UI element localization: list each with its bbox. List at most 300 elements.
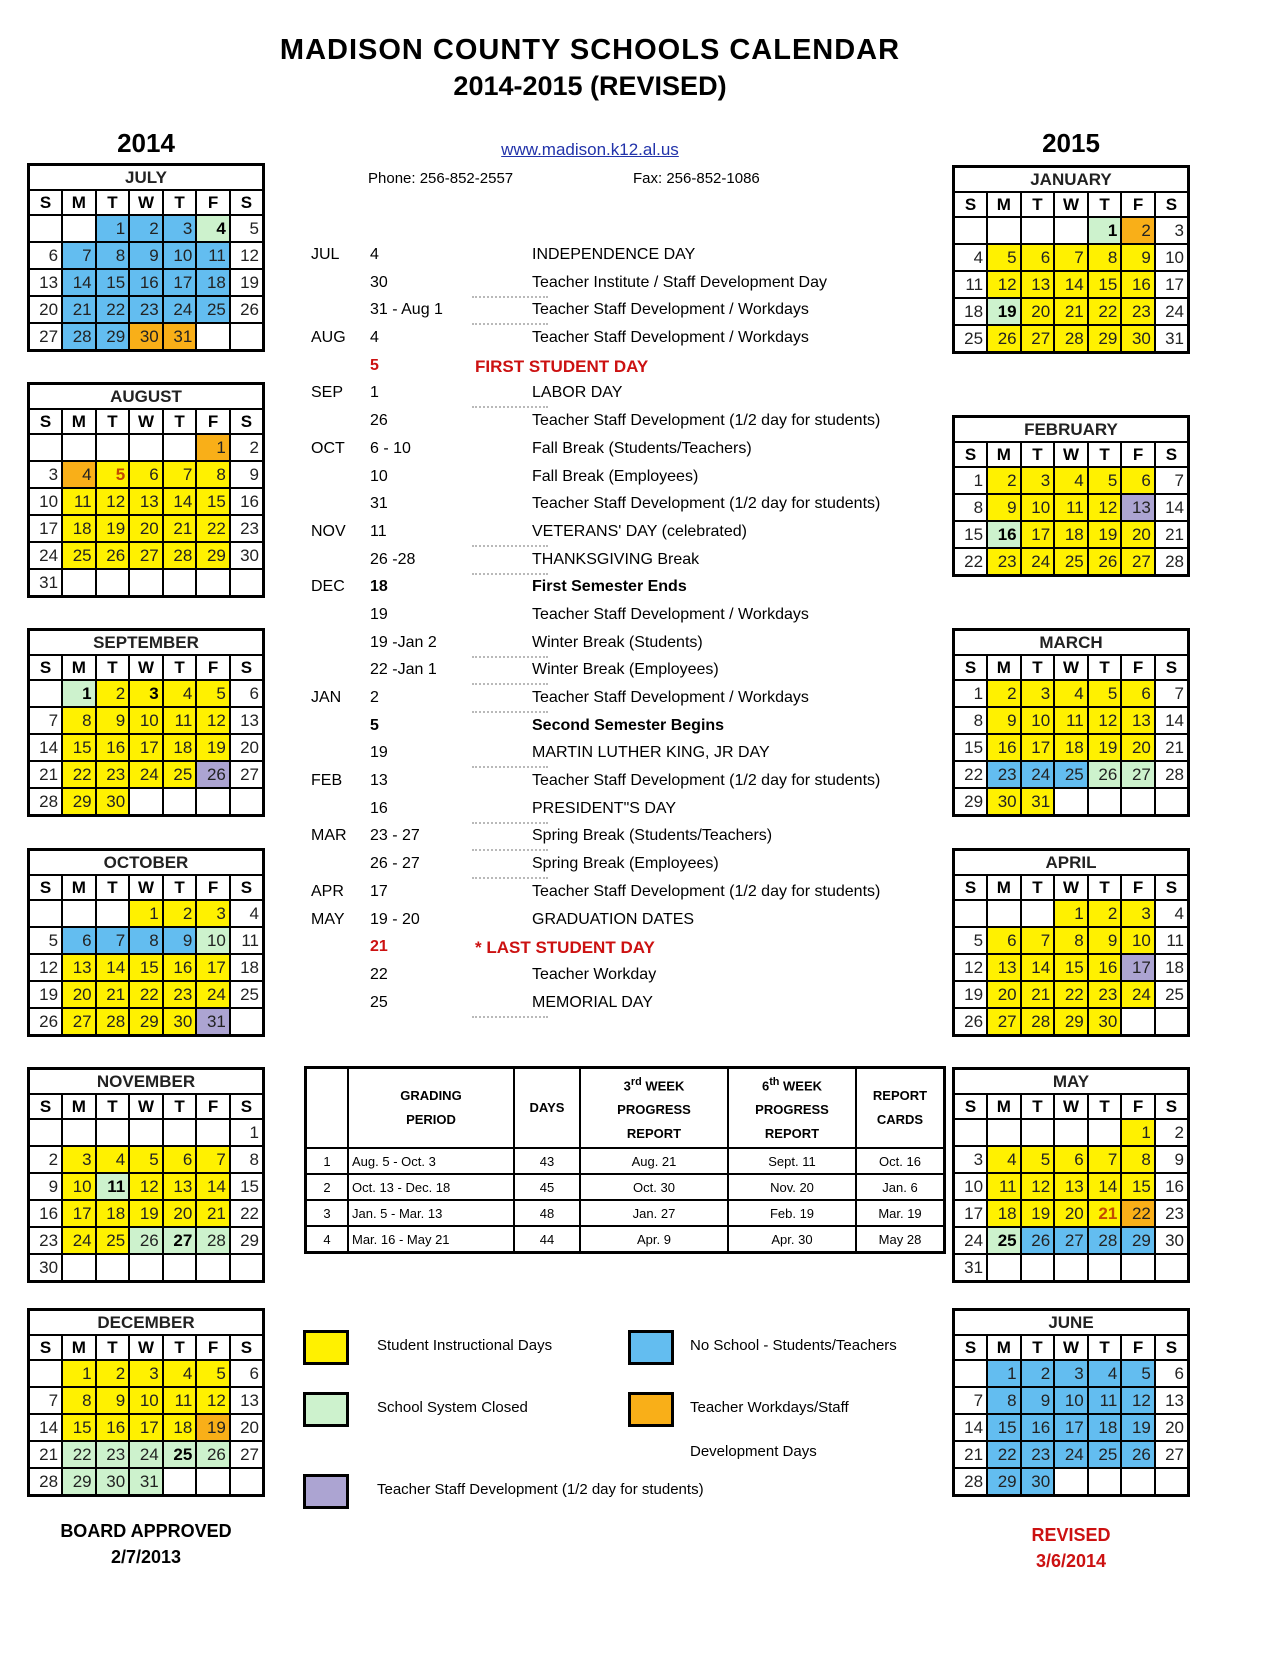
day-cell: 30	[1155, 1227, 1189, 1254]
day-of-week-header: F	[1121, 875, 1155, 900]
calendar-december	[27, 1308, 265, 1497]
dotted-separator	[472, 822, 548, 824]
day-of-week-header: W	[1054, 1094, 1088, 1119]
day-cell	[62, 215, 96, 242]
day-cell: 18	[163, 1414, 197, 1441]
grading-cell: 3	[306, 1200, 349, 1226]
event-month: DEC	[311, 578, 345, 596]
day-cell	[163, 1254, 197, 1282]
day-cell: 16	[1155, 1173, 1189, 1200]
day-of-week-header: W	[129, 190, 163, 215]
day-cell: 7	[163, 461, 197, 488]
day-cell: 9	[230, 461, 264, 488]
day-cell	[954, 1360, 988, 1387]
day-cell: 29	[196, 542, 230, 569]
day-cell: 22	[987, 1441, 1021, 1468]
day-cell	[1021, 1119, 1055, 1146]
events-list	[300, 243, 910, 1018]
day-cell	[1121, 788, 1155, 816]
day-cell: 21	[29, 761, 63, 788]
day-cell: 23	[96, 761, 130, 788]
day-cell: 20	[1121, 734, 1155, 761]
grading-cell: 4	[306, 1226, 349, 1253]
legend-label: Student Instructional Days	[377, 1337, 553, 1354]
day-cell: 12	[96, 488, 130, 515]
day-cell	[1088, 788, 1122, 816]
day-cell: 3	[1054, 1360, 1088, 1387]
day-cell: 26	[129, 1227, 163, 1254]
day-cell: 23	[129, 296, 163, 323]
day-cell: 15	[62, 1414, 96, 1441]
day-cell: 27	[230, 1441, 264, 1468]
dotted-separator	[472, 296, 548, 298]
day-cell: 19	[1088, 521, 1122, 548]
month-title: MARCH	[954, 630, 1189, 656]
day-cell: 16	[1121, 271, 1155, 298]
day-cell: 13	[1155, 1387, 1189, 1414]
grading-cell: Oct. 16	[856, 1148, 945, 1174]
day-cell: 8	[954, 707, 988, 734]
day-cell: 29	[1088, 325, 1122, 353]
day-of-week-header: W	[129, 875, 163, 900]
day-of-week-header: F	[196, 655, 230, 680]
day-cell: 1	[954, 680, 988, 707]
day-cell: 26	[1121, 1441, 1155, 1468]
day-cell: 13	[1021, 271, 1055, 298]
day-cell: 11	[196, 242, 230, 269]
day-cell: 14	[1088, 1173, 1122, 1200]
day-cell: 26	[1088, 548, 1122, 576]
day-of-week-header: F	[196, 1094, 230, 1119]
day-cell	[96, 900, 130, 927]
day-cell: 15	[96, 269, 130, 296]
event-dates: 19 - 20	[370, 910, 420, 928]
day-cell: 7	[1021, 927, 1055, 954]
day-cell: 30	[230, 542, 264, 569]
grading-cell: Jan. 6	[856, 1174, 945, 1200]
day-cell	[1155, 1468, 1189, 1496]
dotted-separator	[472, 849, 548, 851]
revised-note	[952, 1522, 1190, 1574]
day-cell: 24	[196, 981, 230, 1008]
day-cell: 2	[96, 680, 130, 707]
day-cell: 23	[1121, 298, 1155, 325]
day-cell: 8	[129, 927, 163, 954]
day-of-week-header: W	[1054, 1335, 1088, 1360]
day-cell: 6	[230, 680, 264, 707]
day-cell: 23	[987, 761, 1021, 788]
day-cell: 18	[1054, 521, 1088, 548]
event-row	[300, 381, 910, 409]
event-row	[300, 243, 910, 271]
day-of-week-header: T	[96, 409, 130, 434]
day-cell: 9	[987, 707, 1021, 734]
legend-label: Teacher Staff Development (1/2 day for students)	[377, 1481, 704, 1498]
legend-swatch-purple	[303, 1474, 349, 1509]
event-row	[300, 298, 910, 326]
day-cell: 27	[1021, 325, 1055, 353]
day-cell: 28	[1155, 761, 1189, 788]
event-month: FEB	[311, 772, 343, 790]
day-cell: 30	[1121, 325, 1155, 353]
event-month: AUG	[311, 329, 346, 347]
day-cell	[1054, 1119, 1088, 1146]
day-cell: 7	[196, 1146, 230, 1173]
day-cell	[1155, 788, 1189, 816]
day-cell: 13	[62, 954, 96, 981]
day-cell: 5	[196, 680, 230, 707]
event-description: Teacher Staff Development / Workdays	[532, 329, 809, 347]
grading-row	[306, 1174, 945, 1200]
day-cell: 20	[1155, 1414, 1189, 1441]
dotted-separator	[472, 656, 548, 658]
day-of-week-header: S	[1155, 875, 1189, 900]
dotted-separator	[472, 323, 548, 325]
day-of-week-header: S	[29, 655, 63, 680]
month-title: FEBRUARY	[954, 417, 1189, 443]
day-cell: 3	[1021, 467, 1055, 494]
month-title: JUNE	[954, 1310, 1189, 1336]
grading-cell: Apr. 9	[580, 1226, 728, 1253]
day-cell	[129, 569, 163, 597]
day-cell	[987, 900, 1021, 927]
day-cell: 7	[1088, 1146, 1122, 1173]
day-cell	[987, 1254, 1021, 1282]
day-cell: 2	[1021, 1360, 1055, 1387]
day-cell: 15	[987, 1414, 1021, 1441]
day-of-week-header: S	[230, 655, 264, 680]
day-cell: 2	[129, 215, 163, 242]
day-cell: 8	[230, 1146, 264, 1173]
event-month: SEP	[311, 384, 344, 402]
day-cell: 10	[129, 1387, 163, 1414]
day-cell: 28	[954, 1468, 988, 1496]
event-dates: 23 - 27	[370, 827, 420, 845]
event-row	[300, 991, 910, 1019]
day-cell: 7	[29, 707, 63, 734]
day-cell: 4	[1088, 1360, 1122, 1387]
day-cell: 27	[1155, 1441, 1189, 1468]
day-cell: 1	[1054, 900, 1088, 927]
grading-row	[306, 1148, 945, 1174]
day-cell: 13	[987, 954, 1021, 981]
day-cell	[62, 434, 96, 461]
calendar-table-december	[27, 1308, 265, 1497]
event-row	[300, 354, 910, 382]
day-cell: 25	[1054, 761, 1088, 788]
event-description: * LAST STUDENT DAY	[475, 938, 655, 958]
day-cell: 3	[62, 1146, 96, 1173]
day-cell: 16	[1088, 954, 1122, 981]
legend-label: School System Closed	[377, 1399, 528, 1416]
day-of-week-header: S	[29, 409, 63, 434]
day-cell	[129, 1119, 163, 1146]
day-cell: 13	[1121, 494, 1155, 521]
day-cell: 7	[1155, 467, 1189, 494]
day-cell	[163, 788, 197, 816]
day-of-week-header: T	[96, 875, 130, 900]
day-cell: 19	[230, 269, 264, 296]
legend-swatch-orange	[628, 1392, 674, 1427]
day-of-week-header: T	[96, 190, 130, 215]
calendar-table-february	[952, 415, 1190, 577]
calendar-march	[952, 628, 1190, 817]
day-cell: 23	[1021, 1441, 1055, 1468]
day-cell: 30	[29, 1254, 63, 1282]
grading-header: GRADING PERIOD	[348, 1068, 514, 1149]
day-cell: 6	[1121, 467, 1155, 494]
event-description: Second Semester Begins	[532, 716, 725, 734]
calendar-table-august	[27, 382, 265, 598]
day-cell: 4	[196, 215, 230, 242]
day-cell	[1054, 217, 1088, 244]
day-cell: 23	[987, 548, 1021, 576]
day-cell: 6	[1021, 244, 1055, 271]
month-title: SEPTEMBER	[29, 630, 264, 656]
day-cell	[163, 1468, 197, 1496]
day-cell: 17	[196, 954, 230, 981]
day-of-week-header: T	[1021, 1335, 1055, 1360]
day-of-week-header: W	[1054, 442, 1088, 467]
day-cell: 7	[29, 1387, 63, 1414]
event-row	[300, 520, 910, 548]
grading-cell: Sept. 11	[728, 1148, 856, 1174]
day-cell: 30	[1021, 1468, 1055, 1496]
day-cell: 8	[62, 1387, 96, 1414]
day-cell	[954, 217, 988, 244]
day-of-week-header: S	[29, 1335, 63, 1360]
day-cell: 24	[163, 296, 197, 323]
day-cell	[1121, 1008, 1155, 1036]
grading-cell: Nov. 20	[728, 1174, 856, 1200]
day-of-week-header: M	[62, 409, 96, 434]
day-of-week-header: T	[96, 1335, 130, 1360]
day-cell: 10	[163, 242, 197, 269]
day-cell: 17	[129, 1414, 163, 1441]
day-cell	[62, 1254, 96, 1282]
event-month: JAN	[311, 689, 342, 706]
day-cell: 25	[196, 296, 230, 323]
day-cell: 27	[1054, 1227, 1088, 1254]
day-cell: 7	[62, 242, 96, 269]
event-description: Teacher Staff Development (1/2 day for students)	[532, 772, 881, 790]
event-row	[300, 437, 910, 465]
day-cell: 24	[1054, 1441, 1088, 1468]
day-cell: 17	[1021, 521, 1055, 548]
calendar-september	[27, 628, 265, 817]
day-cell: 21	[1155, 521, 1189, 548]
day-of-week-header: S	[1155, 1094, 1189, 1119]
day-cell: 15	[196, 488, 230, 515]
fax-label: Fax: 256-852-1086	[633, 170, 760, 187]
day-cell: 13	[230, 707, 264, 734]
day-cell: 21	[96, 981, 130, 1008]
day-cell: 8	[1121, 1146, 1155, 1173]
event-dates: 26	[370, 412, 388, 430]
day-cell: 1	[230, 1119, 264, 1146]
day-cell: 2	[1155, 1119, 1189, 1146]
day-cell: 5	[987, 244, 1021, 271]
day-cell: 24	[62, 1227, 96, 1254]
month-title: AUGUST	[29, 384, 264, 410]
event-dates: 5	[370, 356, 379, 374]
calendar-table-september	[27, 628, 265, 817]
day-cell	[129, 434, 163, 461]
day-cell: 5	[96, 461, 130, 488]
grading-cell: 43	[514, 1148, 580, 1174]
day-cell: 22	[954, 761, 988, 788]
event-dates: 19	[370, 744, 388, 762]
day-cell: 16	[163, 954, 197, 981]
day-of-week-header: M	[987, 192, 1021, 217]
day-cell: 19	[96, 515, 130, 542]
event-row	[300, 658, 910, 686]
day-of-week-header: S	[230, 190, 264, 215]
day-of-week-header: T	[163, 190, 197, 215]
day-cell	[987, 1119, 1021, 1146]
day-cell: 9	[1155, 1146, 1189, 1173]
month-title: JULY	[29, 165, 264, 191]
event-dates: 31	[370, 495, 388, 513]
day-cell: 14	[62, 269, 96, 296]
day-cell	[163, 434, 197, 461]
day-of-week-header: T	[1021, 655, 1055, 680]
calendar-august	[27, 382, 265, 598]
grading-cell: 44	[514, 1226, 580, 1253]
day-cell: 7	[1054, 244, 1088, 271]
day-cell: 10	[1021, 707, 1055, 734]
day-cell: 4	[1054, 680, 1088, 707]
day-cell: 21	[1155, 734, 1189, 761]
day-cell: 24	[1021, 548, 1055, 576]
day-cell: 23	[1088, 981, 1122, 1008]
day-cell: 8	[1088, 244, 1122, 271]
day-cell: 19	[196, 734, 230, 761]
day-cell: 26	[1088, 761, 1122, 788]
day-cell: 25	[163, 761, 197, 788]
day-cell	[230, 569, 264, 597]
day-of-week-header: S	[954, 1094, 988, 1119]
grading-row	[306, 1226, 945, 1253]
day-cell: 22	[954, 548, 988, 576]
day-cell	[29, 680, 63, 707]
day-cell: 19	[1121, 1414, 1155, 1441]
day-cell: 9	[1121, 244, 1155, 271]
day-of-week-header: M	[62, 190, 96, 215]
day-cell: 19	[954, 981, 988, 1008]
day-cell: 28	[29, 1468, 63, 1496]
event-dates: 19	[370, 605, 388, 623]
day-cell	[1021, 900, 1055, 927]
grading-cell: Feb. 19	[728, 1200, 856, 1226]
website-link[interactable]: www.madison.k12.al.us	[501, 140, 679, 159]
event-row	[300, 769, 910, 797]
day-cell: 28	[29, 788, 63, 816]
calendar-november	[27, 1067, 265, 1283]
day-of-week-header: M	[62, 655, 96, 680]
day-cell: 4	[1155, 900, 1189, 927]
dotted-separator	[472, 877, 548, 879]
grading-header: 6th WEEK PROGRESS REPORT	[728, 1068, 856, 1149]
day-cell: 13	[1121, 707, 1155, 734]
calendar-june	[952, 1308, 1190, 1497]
day-cell: 29	[1054, 1008, 1088, 1036]
day-of-week-header: M	[62, 1094, 96, 1119]
day-cell: 17	[1155, 271, 1189, 298]
day-cell	[1054, 1254, 1088, 1282]
calendar-table-november	[27, 1067, 265, 1283]
day-cell: 27	[987, 1008, 1021, 1036]
legend-label: No School - Students/Teachers	[690, 1337, 897, 1354]
day-cell: 20	[163, 1200, 197, 1227]
day-cell	[230, 1008, 264, 1036]
day-cell: 9	[96, 707, 130, 734]
event-description: Teacher Institute / Staff Development Day	[532, 273, 827, 291]
day-cell: 23	[163, 981, 197, 1008]
board-approved-line1: BOARD APPROVED	[60, 1521, 232, 1541]
day-cell: 5	[1121, 1360, 1155, 1387]
day-cell: 1	[196, 434, 230, 461]
day-cell: 20	[62, 981, 96, 1008]
day-of-week-header: F	[1121, 655, 1155, 680]
day-cell: 22	[1121, 1200, 1155, 1227]
day-cell: 3	[1121, 900, 1155, 927]
day-of-week-header: S	[954, 442, 988, 467]
day-cell: 22	[196, 515, 230, 542]
day-cell: 12	[1121, 1387, 1155, 1414]
day-of-week-header: T	[163, 655, 197, 680]
day-cell: 25	[954, 325, 988, 353]
day-cell: 25	[62, 542, 96, 569]
day-cell: 24	[129, 1441, 163, 1468]
day-cell: 10	[954, 1173, 988, 1200]
day-cell: 26	[196, 1441, 230, 1468]
day-cell: 2	[1088, 900, 1122, 927]
legend-swatch-yellow	[303, 1330, 349, 1365]
calendar-july	[27, 163, 265, 352]
day-cell	[96, 569, 130, 597]
day-of-week-header: M	[62, 1335, 96, 1360]
calendar-table-october	[27, 848, 265, 1037]
day-cell	[954, 1119, 988, 1146]
day-cell: 9	[129, 242, 163, 269]
dotted-separator	[472, 711, 548, 713]
day-cell: 18	[196, 269, 230, 296]
day-cell: 27	[230, 761, 264, 788]
dotted-separator	[472, 573, 548, 575]
day-cell: 12	[129, 1173, 163, 1200]
day-cell	[196, 1254, 230, 1282]
day-cell: 18	[1155, 954, 1189, 981]
day-cell: 21	[196, 1200, 230, 1227]
event-month: MAY	[311, 910, 345, 928]
day-cell: 26	[1021, 1227, 1055, 1254]
day-of-week-header: S	[230, 875, 264, 900]
day-cell: 1	[987, 1360, 1021, 1387]
day-cell: 15	[129, 954, 163, 981]
day-of-week-header: S	[230, 409, 264, 434]
day-cell: 6	[163, 1146, 197, 1173]
day-cell: 20	[29, 296, 63, 323]
day-cell: 12	[196, 707, 230, 734]
event-description: Fall Break (Students/Teachers)	[532, 439, 752, 457]
day-cell	[987, 217, 1021, 244]
day-cell	[230, 788, 264, 816]
day-of-week-header: T	[1021, 1094, 1055, 1119]
day-of-week-header: S	[1155, 442, 1189, 467]
day-cell: 1	[62, 1360, 96, 1387]
title-line1: MADISON COUNTY SCHOOLS CALENDAR	[279, 34, 901, 66]
